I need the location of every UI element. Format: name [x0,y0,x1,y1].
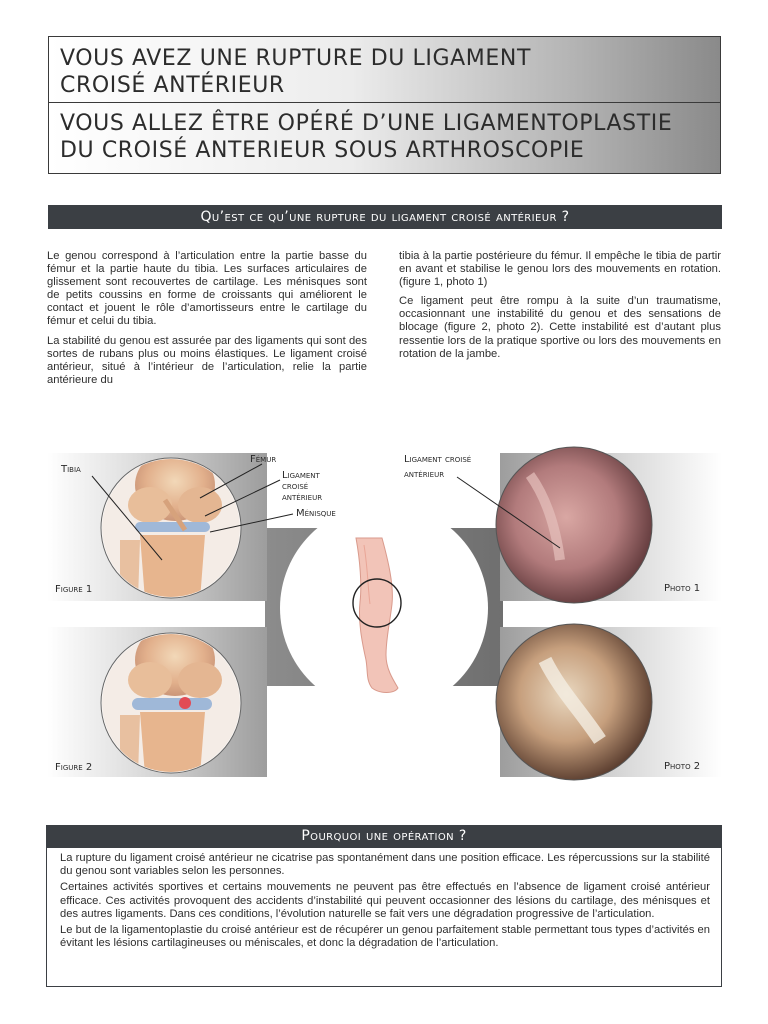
label-menisque: Ménisque [296,508,336,519]
label-figure2: Figure 2 [55,762,93,773]
paragraph: Le but de la ligamentoplastie du croisé antérieur est de récupérer un genou parfaitement stable permettant tous types d’activités en évitant les lésions cartilagineuses ou méniscales, et donc la dégradation de l’articulation. [60,924,710,950]
paragraph: La stabilité du genou est assurée par des ligaments qui sont des sortes de rubans plus ou moins élastiques. Le ligament croisé antérieur, situé à l’intérieur de l’articulation, relie la partie antérieure du [47,334,367,386]
label-photo2: Photo 2 [664,761,701,772]
paragraph: Le genou correspond à l’articulation entre la partie basse du fémur et la partie haute du tibia. Les surfaces articulaires de glissement sont recouvertes de cartilage. Les ménisques sont de petits coussins en forme de croissants qui améliorent le contact et jouent le rôle d’amortisseurs entre le cartilage du fémur et celui du tibia. [47,250,367,328]
label-tibia: Tibia [61,464,81,475]
section-heading-pourquoi: Pourquoi une opération ? [46,825,722,847]
paragraph: Ce ligament peut être rompu à la suite d’un traumatisme, occasionnant une instabilité du genou et des sensations de blocage (figure 2, photo 2). Cette instabilité est d’autant plus ressentie lors de la pratique sportive ou lors des mouvements en rotation de la jambe. [399,295,721,360]
paragraph: tibia à la partie postérieure du fémur. Il empêche le tibia de partir en avant et stabilise le genou lors des mouvements en rotation. (figure 1, photo 1) [399,250,721,289]
label-photo-ligament: Ligament croisé antérieur [404,454,472,480]
paragraph: La rupture du ligament croisé antérieur ne cicatrise pas spontanément dans une position efficace. Les répercussions sur la stabilité du genou sont variables selon les personnes. [60,852,710,878]
main-title: VOUS AVEZ UNE RUPTURE DU LIGAMENT CROISÉ ANTÉRIEUR [60,46,531,98]
paragraph: Certaines activités sportives et certains mouvements ne peuvent pas être effectués en l’absence de ligament croisé antérieur efficace. Ces activités provoquent des accidents d’instabilité qui peuvent occasionner des lésions du cartilage, des ménisques et des autres ligaments. Dans ces conditions, l’évolution naturelle se fait vers une dégradation progressive de l’articulation. [60,881,710,920]
label-ligament-croise: Ligament croisé antérieur [282,470,323,503]
label-figure1: Figure 1 [55,584,93,595]
pourquoi-text [60,852,710,950]
sub-title: VOUS ALLEZ ÊTRE OPÉRÉ D’UNE LIGAMENTOPLASTIE DU CROISÉ ANTERIEUR SOUS ARTHROSCOPIE [60,111,673,163]
label-femur: Fémur [250,454,277,465]
section-heading-rupture: Qu’est ce qu’une rupture du ligament croisé antérieur ? [48,205,722,229]
label-photo1: Photo 1 [664,583,701,594]
